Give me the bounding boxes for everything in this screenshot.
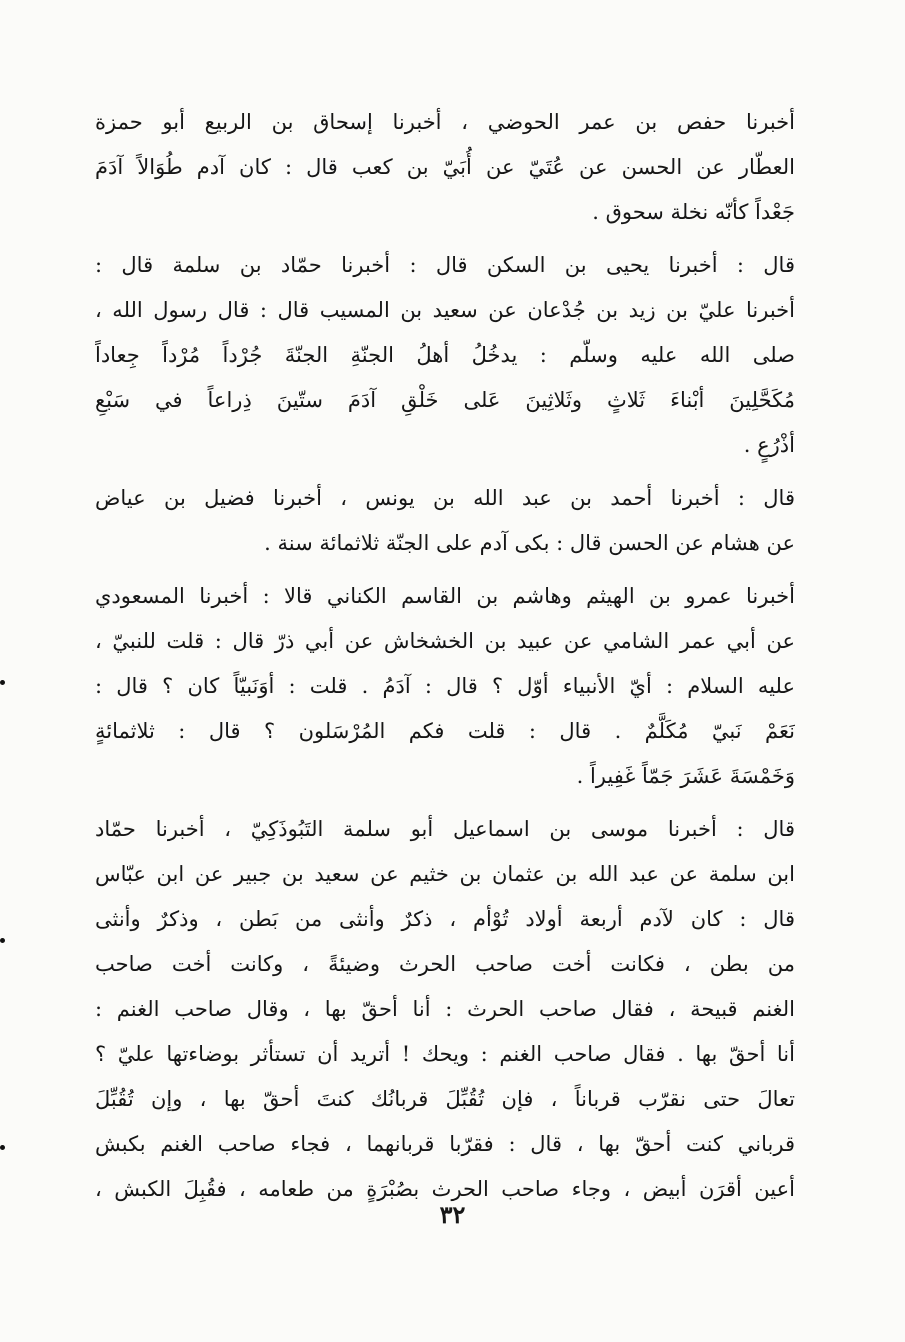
text-line: تعالَ حتى نقرّب قرباناً ، فإن تُقُبِّلَ قربانُك كنتَ أحقّ بها ، وإن تُقُبِّلَ: [95, 1087, 795, 1111]
text-line: عليه السلام : أيّ الأنبياء أوّل ؟ قال : آدَمُ . قلت : أوَنَبيّاً كان ؟ قال :: [95, 674, 795, 698]
text-line: صلى الله عليه وسلّم : يدخُلُ أهلُ الجنّةِ الجنّةَ جُرْداً مُرْداً جِعاداً: [95, 343, 795, 367]
text-line: من بطن ، فكانت أخت صاحب الحرث وضيئةً ، وكانت أخت صاحب: [95, 952, 795, 976]
text-line: قال : أخبرنا أحمد بن عبد الله بن يونس ، أخبرنا فضيل بن عياض: [95, 486, 795, 510]
paragraph-3: [95, 476, 795, 566]
text-line: أعين أقرَن أبيض ، وجاء صاحب الحرث بصُبْرَةٍ من طعامه ، فقُبِلَ الكبش ،: [95, 1177, 795, 1201]
text-line: الغنم قبيحة ، فقال صاحب الحرث : أنا أحقّ بها ، وقال صاحب الغنم :: [95, 997, 795, 1021]
text-line: أنا أحقّ بها . فقال صاحب الغنم : ويحك ! أتريد أن تستأثر بوضاءتها عليّ ؟: [95, 1042, 795, 1066]
text-line: قال : كان لآدم أربعة أولاد تُوْأم ، ذكرٌ وأنثى من بَطن ، وذكرٌ وأنثى: [95, 907, 795, 931]
text-line: جَعْداً كأنّه نخلة سحوق .: [592, 200, 795, 224]
text-line: أذْرُعٍ .: [743, 433, 795, 457]
paragraph-2: [95, 243, 795, 468]
text-line: نَعَمْ نَبيّ مُكَلَّمٌ . قال : قلت فكم المُرْسَلون ؟ قال : ثلاثمائةٍ: [95, 719, 795, 743]
text-line: قال : أخبرنا يحيى بن السكن قال : أخبرنا حمّاد بن سلمة قال :: [95, 253, 795, 277]
text-line: وَخَمْسَةَ عَشَرَ جَمّاً غَفِيراً .: [576, 764, 795, 788]
text-line: قرباني كنت أحقّ بها ، قال : فقرّبا قربانهما ، فجاء صاحب الغنم بكبش: [95, 1132, 795, 1156]
text-line: أخبرنا حفص بن عمر الحوضي ، أخبرنا إسحاق بن الربيع أبو حمزة: [95, 110, 795, 134]
paragraph-4: [95, 574, 795, 799]
scan-mark-dot: [0, 1145, 5, 1150]
page-number: ٣٢: [439, 1200, 466, 1229]
text-line: ابن سلمة عن عبد الله بن عثمان بن خثيم عن سعيد بن جبير عن ابن عبّاس: [95, 862, 795, 886]
paragraph-1: [95, 100, 795, 235]
text-line: عن أبي عمر الشامي عن عبيد بن الخشخاش عن أبي ذرّ قال : قلت للنبيّ ،: [95, 629, 795, 653]
paragraph-5: [95, 807, 795, 1212]
text-line: عن هشام عن الحسن قال : بكى آدم على الجنّة ثلاثمائة سنة .: [264, 531, 795, 555]
scan-mark-dot: [0, 680, 5, 685]
text-line: أخبرنا عليّ بن زيد بن جُدْعان عن سعيد بن المسيب قال : قال رسول الله ،: [95, 298, 795, 322]
page-text-block: [95, 100, 795, 1212]
scan-mark-dot: [0, 938, 5, 943]
text-line: أخبرنا عمرو بن الهيثم وهاشم بن القاسم الكناني قالا : أخبرنا المسعودي: [95, 584, 795, 608]
text-line: مُكَحَّلِينَ أبْناءَ ثَلاثٍ وثَلاثِينَ عَلى خَلْقِ آدَمَ ستّينَ ذِراعاً في سَبْعِ: [95, 388, 795, 412]
text-line: قال : أخبرنا موسى بن اسماعيل أبو سلمة التَبُوذَكِيّ ، أخبرنا حمّاد: [95, 817, 795, 841]
text-line: العطّار عن الحسن عن عُتَيّ عن أُبَيّ بن كعب قال : كان آدم طُوَالاً آدَمَ: [95, 155, 795, 179]
